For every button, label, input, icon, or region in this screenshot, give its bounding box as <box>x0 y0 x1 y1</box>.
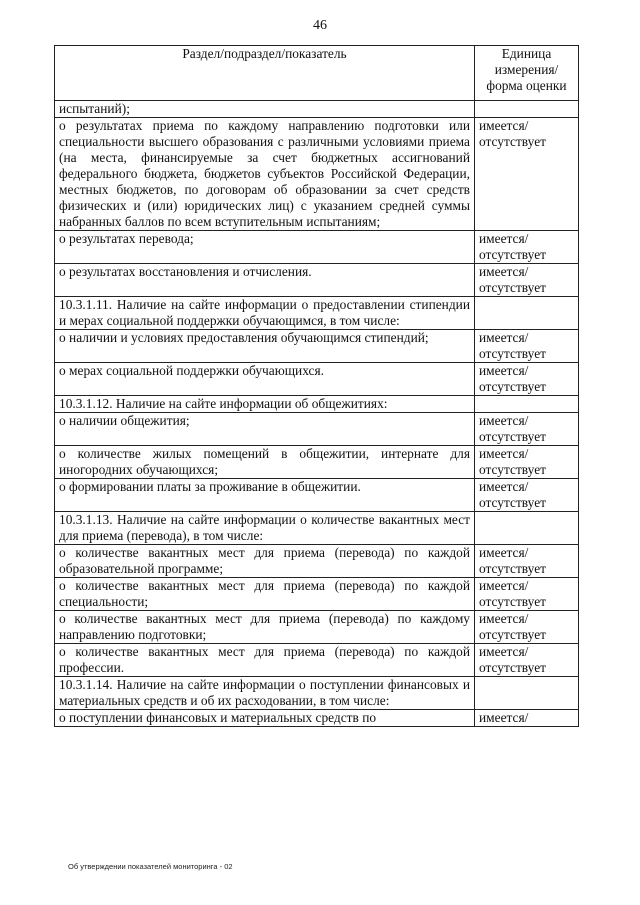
row-unit <box>475 101 579 118</box>
row-unit <box>475 297 579 330</box>
row-unit <box>475 512 579 545</box>
table-row <box>55 677 579 710</box>
table-header-row <box>55 46 579 101</box>
table-row <box>55 101 579 118</box>
row-text: о формировании платы за проживание в общежитии. <box>55 479 475 512</box>
header-section-indicator: Раздел/подраздел/показатель <box>55 46 475 101</box>
indicator-table <box>54 45 579 727</box>
header-unit-form: Единица измерения/ форма оценки <box>475 46 579 101</box>
table-row <box>55 297 579 330</box>
row-unit: имеется/ отсутствует <box>475 611 579 644</box>
row-unit: имеется/ отсутствует <box>475 578 579 611</box>
row-text: о количестве вакантных мест для приема (перевода) по каждой профессии. <box>55 644 475 677</box>
row-text: о количестве вакантных мест для приема (перевода) по каждому направлению подготовки; <box>55 611 475 644</box>
row-unit: имеется/ отсутствует <box>475 446 579 479</box>
table-row <box>55 578 579 611</box>
row-unit: имеется/ отсутствует <box>475 644 579 677</box>
row-text: о количестве вакантных мест для приема (перевода) по каждой образовательной программе; <box>55 545 475 578</box>
table-row <box>55 363 579 396</box>
row-text: о результатах восстановления и отчисления. <box>55 264 475 297</box>
row-text: 10.3.1.11. Наличие на сайте информации о предоставлении стипендии и мерах социальной поддержки обучающимся, в том числе: <box>55 297 475 330</box>
row-unit: имеется/ отсутствует <box>475 363 579 396</box>
row-text: о результатах приема по каждому направлению подготовки или специальности высшего образования с различными условиями приема (на места, финансируемые за счет бюджетных ассигнований федерального бюджета, бюджетов субъектов Российской Федерации, местных бюджетов, по договорам об образовании за счет средств физических и (или) юридических лиц) с указанием средней суммы набранных баллов по всем вступительным испытаниям; <box>55 118 475 231</box>
row-text: о поступлении финансовых и материальных средств по <box>55 710 475 727</box>
row-unit: имеется/ отсутствует <box>475 118 579 231</box>
table-row <box>55 413 579 446</box>
row-unit: имеется/ отсутствует <box>475 330 579 363</box>
row-unit: имеется/ отсутствует <box>475 545 579 578</box>
table-row <box>55 479 579 512</box>
row-unit: имеется/ отсутствует <box>475 479 579 512</box>
row-text: испытаний); <box>55 101 475 118</box>
table-row <box>55 231 579 264</box>
row-unit: имеется/ отсутствует <box>475 231 579 264</box>
row-text: о наличии общежития; <box>55 413 475 446</box>
table-row <box>55 512 579 545</box>
table-row <box>55 118 579 231</box>
row-text: о количестве вакантных мест для приема (перевода) по каждой специальности; <box>55 578 475 611</box>
row-text: 10.3.1.14. Наличие на сайте информации о поступлении финансовых и материальных средств и об их расходовании, в том числе: <box>55 677 475 710</box>
table-row <box>55 611 579 644</box>
page-number: 46 <box>313 18 327 33</box>
table-row <box>55 330 579 363</box>
row-text: о количестве жилых помещений в общежитии, интернате для иногородних обучающихся; <box>55 446 475 479</box>
footer-note: Об утверждении показателей мониторинга - 02 <box>68 862 233 871</box>
row-unit <box>475 677 579 710</box>
table-row <box>55 396 579 413</box>
table-row <box>55 446 579 479</box>
row-text: 10.3.1.13. Наличие на сайте информации о количестве вакантных мест для приема (перевода), в том числе: <box>55 512 475 545</box>
row-unit <box>475 396 579 413</box>
row-unit: имеется/ <box>475 710 579 727</box>
row-text: о мерах социальной поддержки обучающихся. <box>55 363 475 396</box>
table-row <box>55 710 579 727</box>
table-row <box>55 644 579 677</box>
row-unit: имеется/ отсутствует <box>475 264 579 297</box>
row-text: о наличии и условиях предоставления обучающимся стипендий; <box>55 330 475 363</box>
row-unit: имеется/ отсутствует <box>475 413 579 446</box>
table-row <box>55 545 579 578</box>
table-row <box>55 264 579 297</box>
row-text: 10.3.1.12. Наличие на сайте информации об общежитиях: <box>55 396 475 413</box>
row-text: о результатах перевода; <box>55 231 475 264</box>
